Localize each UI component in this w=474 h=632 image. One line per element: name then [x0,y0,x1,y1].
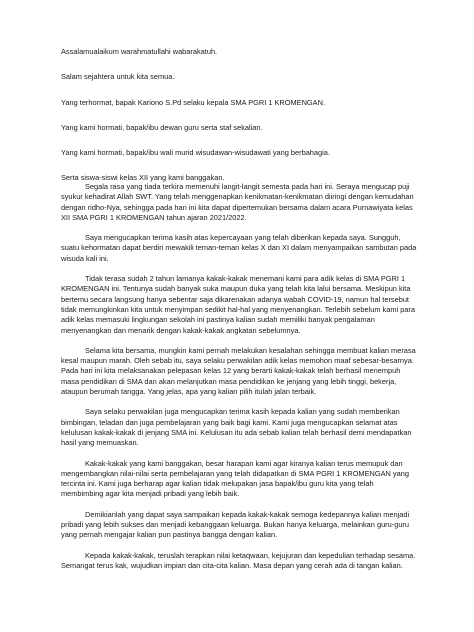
salutation-line: Serta siswa-siswi kelas XII yang kami banggakan. [61,173,225,183]
body-paragraph: Tidak terasa sudah 2 tahun lamanya kakak-kakak menemani kami para adik kelas di SMA PGRI 1 KROMENGAN ini. Tentunya sudah banyak suka maupun duka yang telah kita lalui bersama. Meskipun kita bertemu secara langsung hanya sebentar saja dikarenakan adanya wabah COVID-19, namun hal tersebut tidak memungkinkan kita untuk menyimpan sedikit hal-hal yang menyenangkan. Terlebih sebelum kami para adik kelas memasuki lingkungan sekolah ini pastinya kalian sudah memiliki banyak pengalaman menyenangkan dan menarik dengan kakak-kakak angkatan sebelumnya. [61,274,415,335]
body-paragraph: Selama kita bersama, mungkin kami pernah melakukan kesalahan sehingga membuat kalian merasa kesal maupun marah. Oleh sebab itu, saya selaku perwakilan adik kelas memohon maaf sebesar-besarnya. Pada hari ini kita melaksanakan pelepasan kelas 12 yang berarti kakak-kakak telah berhasil menempuh masa pendidikan di SMA dan akan melanjutkan masa pendidikan ke jenjang yang lebih tinggi, bekerja, ataupun berumah tangga. Yang jelas, apa yang kalian pilih itulah jalan terbaik. [61,345,416,397]
body-paragraph: Saya mengucapkan terima kasih atas kepercayaan yang telah diberikan kepada saya. Sungguh, suatu kehormatan dapat berdiri mewakili teman-teman kelas X dan XI dalam menyampaikan sambutan pada wisuda kali ini. [61,233,417,263]
salutation-line: Yang kami hormati, bapak/ibu dewan guru serta staf sekalian. [61,122,263,132]
body-paragraph: Demikianlah yang dapat saya sampaikan kepada kakak-kakak semoga kedepannya kalian menjadi pribadi yang lebih sukses dan menjadi kebanggaan keluarga. Bukan hanya keluarga, melainkan guru-guru yang pernah mengajar kalian pun pastinya bangga dengan kalian. [61,509,410,540]
salutation-line: Salam sejahtera untuk kita semua. [61,72,175,82]
speech-body [61,182,417,581]
body-paragraph: Kakak-kakak yang kami banggakan, besar harapan kami agar kiranya kalian terus memupuk dan mengembangkan nilai-nilai serta pembelajaran yang telah didapatkan di SMA PGRI 1 KROMENGAN yang tercinta ini. Kami juga berharap agar kalian tidak melupakan jasa bapak/ibu guru kita yang telah membimbing agar kita menjadi pribadi yang lebih baik. [61,458,409,499]
body-paragraph: Segala rasa yang tiada terkira memenuhi langit-langit semesta pada hari ini. Seraya mengucap puji syukur kehadirat Allah SWT. Yang telah menggenapkan kenikmatan-kenikmatan diiringi dengan kemudahan dengan ridho-Nya, sehingga pada hari ini kita dapat dipertemukan bersama dalam acara Purnawiyata kelas XII SMA PGRI 1 KROMENGAN tahun ajaran 2021/2022. [61,182,414,222]
body-paragraph: Kepada kakak-kakak, teruslah terapkan nilai ketaqwaan, kejujuran dan kepedulian terhadap sesama. Semangat terus kak, wujudkan impian dan cita-cita kalian. Masa depan yang cerah ada di tangan kalian. [61,550,416,570]
salutation-line: Yang terhormat, bapak Kariono S.Pd selaku kepala SMA PGRI 1 KROMENGAN. [61,97,325,107]
salutation-line: Assalamualaikum warahmatullahi wabarakatuh. [61,47,218,56]
salutation-line: Yang kami hormati, bapak/ibu wali murid wisudawan-wisudawati yang berbahagia. [61,148,330,158]
salutation-block [61,47,441,199]
body-paragraph: Saya selaku perwakilan juga mengucapkan terima kasih kepada kalian yang sudah memberikan bimbingan, teladan dan juga pembelajaran yang baik bagi kami. Kami juga mengucapkan selamat atas kelulusan kakak-kakak di jenjang SMA ini. Kelulusan itu ada sebab kalian telah berhasil demi mendapatkan hasil yang memuaskan. [61,407,412,448]
